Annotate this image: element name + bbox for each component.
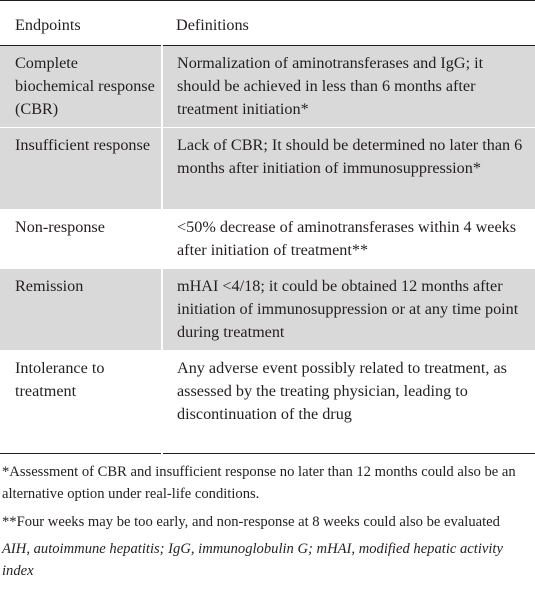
footnote-double-asterisk: **Four weeks may be too early, and non-response at 8 weeks could also be evaluated [2,514,500,530]
header-endpoints: Endpoints [0,1,162,46]
definition-cell: <50% decrease of aminotransferases within 4 weeks after initiation of treatment** [162,210,535,269]
table-row [0,128,535,210]
footnote-abbreviations: AIH, autoimmune hepatitis; IgG, immunoglobulin G; mHAI, modified hepatic activity index [2,541,503,579]
table-row [0,269,535,351]
definition-cell: mHAI <4/18; it could be obtained 12 months after initiation of immunosuppression or at any time point during treatment [162,269,535,351]
header-row [0,1,535,46]
endpoint-cell: Intolerance to treatment [0,351,162,454]
definition-cell: Any adverse event possibly related to treatment, as assessed by the treating physician, leading to discontinuation of the drug [162,351,535,454]
table-row [0,351,535,454]
endpoint-cell: Complete biochemical response (CBR) [0,46,162,128]
endpoint-cell: Remission [0,269,162,351]
header-definitions: Definitions [162,1,535,46]
endpoint-cell: Non-response [0,210,162,269]
footnote-single-asterisk: *Assessment of CBR and insufficient response no later than 12 months could also be an alternative option under real-life conditions. [2,464,516,502]
table-header [0,1,535,46]
table-body [0,46,535,454]
definition-cell: Lack of CBR; It should be determined no later than 6 months after initiation of immunosuppression* [162,128,535,210]
definition-cell: Normalization of aminotransferases and IgG; it should be achieved in less than 6 months after treatment initiation* [162,46,535,128]
table-footnotes [0,461,535,582]
table-row [0,210,535,269]
table-row [0,46,535,128]
endpoint-cell: Insufficient response [0,128,162,210]
